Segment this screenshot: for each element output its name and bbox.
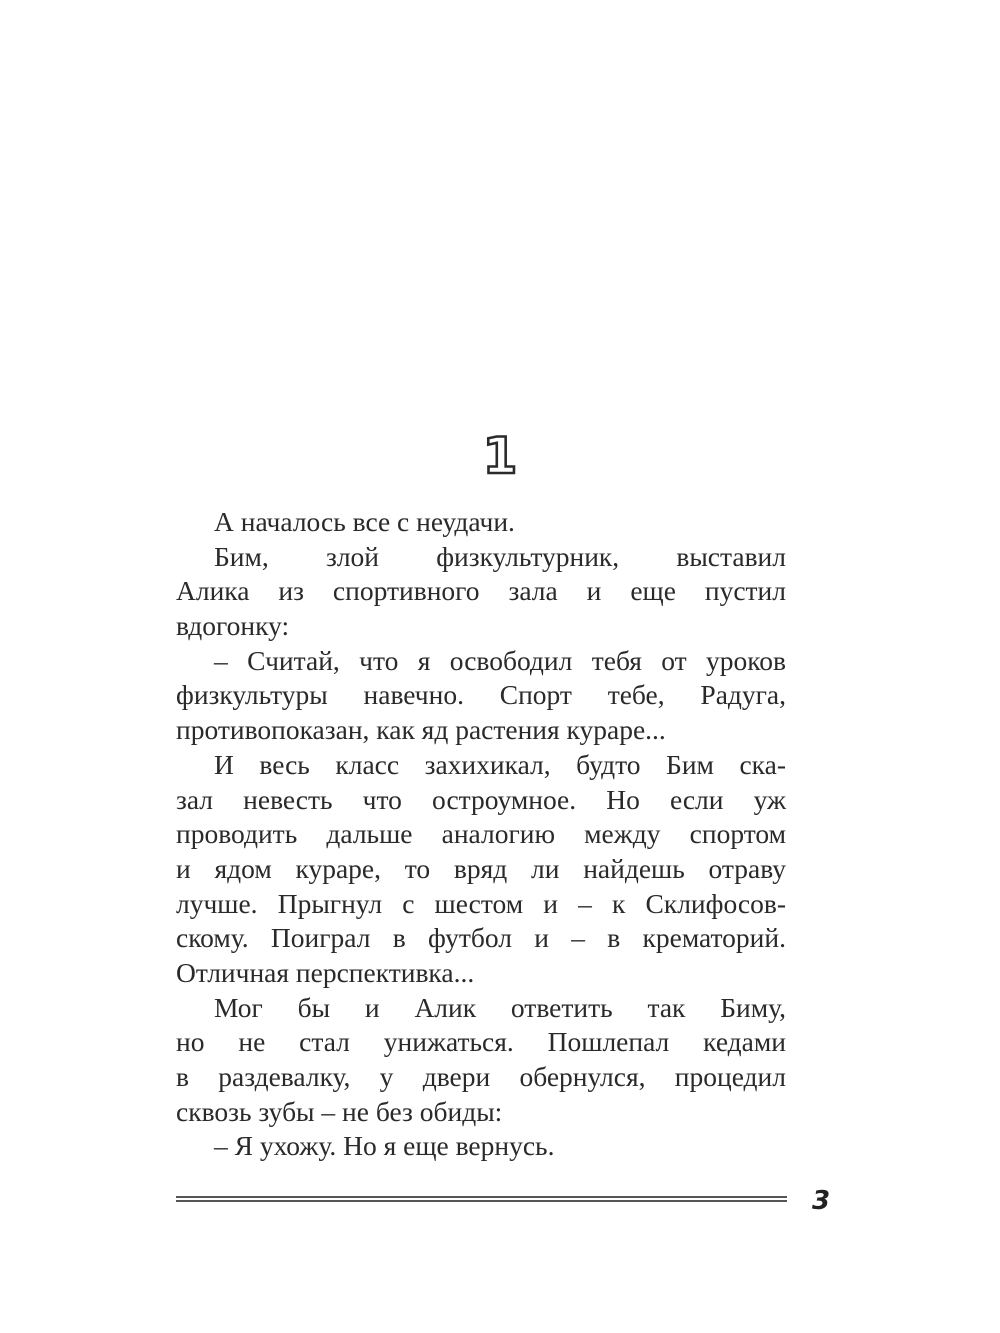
text-line: вдогонку:: [176, 610, 290, 642]
footer-rule: [176, 1196, 787, 1204]
text-line: Бим, злой физкультурник, выставил: [214, 540, 786, 572]
text-line: Отличная перспективка...: [176, 956, 475, 988]
text-line: в раздевалку, у двери обернулся, процедил: [176, 1061, 786, 1092]
text-line: сквозь зубы – не без обиды:: [176, 1095, 503, 1127]
text-line: проводить дальше аналогию между спортом: [176, 818, 786, 850]
page-number: 3: [812, 1186, 831, 1216]
text-line: Алика из спортивного зала и еще пустил: [176, 575, 786, 607]
text-line: И весь класс захихикал, будто Бим ска-: [214, 748, 786, 780]
footer-rule-line: [176, 1200, 787, 1202]
text-line: – Я ухожу. Но я еще вернусь.: [214, 1130, 555, 1162]
text-line: зал невесть что остроумное. Но если уж: [176, 783, 786, 815]
footer-rule-line: [176, 1196, 787, 1198]
chapter-number: 1: [482, 427, 518, 485]
text-line: А началось все с неудачи.: [214, 506, 515, 537]
chapter-text: [176, 505, 786, 1164]
text-line: противопоказан, как яд растения кураре...: [176, 714, 666, 746]
text-line: – Считай, что я освободил тебя от уроков: [214, 644, 786, 676]
text-line: скому. Поиграл в футбол и – в крематорий.: [176, 922, 786, 954]
text-line: Мог бы и Алик ответить так Биму,: [214, 991, 786, 1023]
text-line: лучше. Прыгнул с шестом и – к Склифосов-: [176, 887, 786, 919]
text-line: физкультуры навечно. Спорт тебе, Радуга,: [176, 679, 786, 711]
text-line: и ядом кураре, то вряд ли найдешь отраву: [176, 852, 786, 884]
text-line: но не стал унижаться. Пошлепал кедами: [176, 1026, 786, 1058]
